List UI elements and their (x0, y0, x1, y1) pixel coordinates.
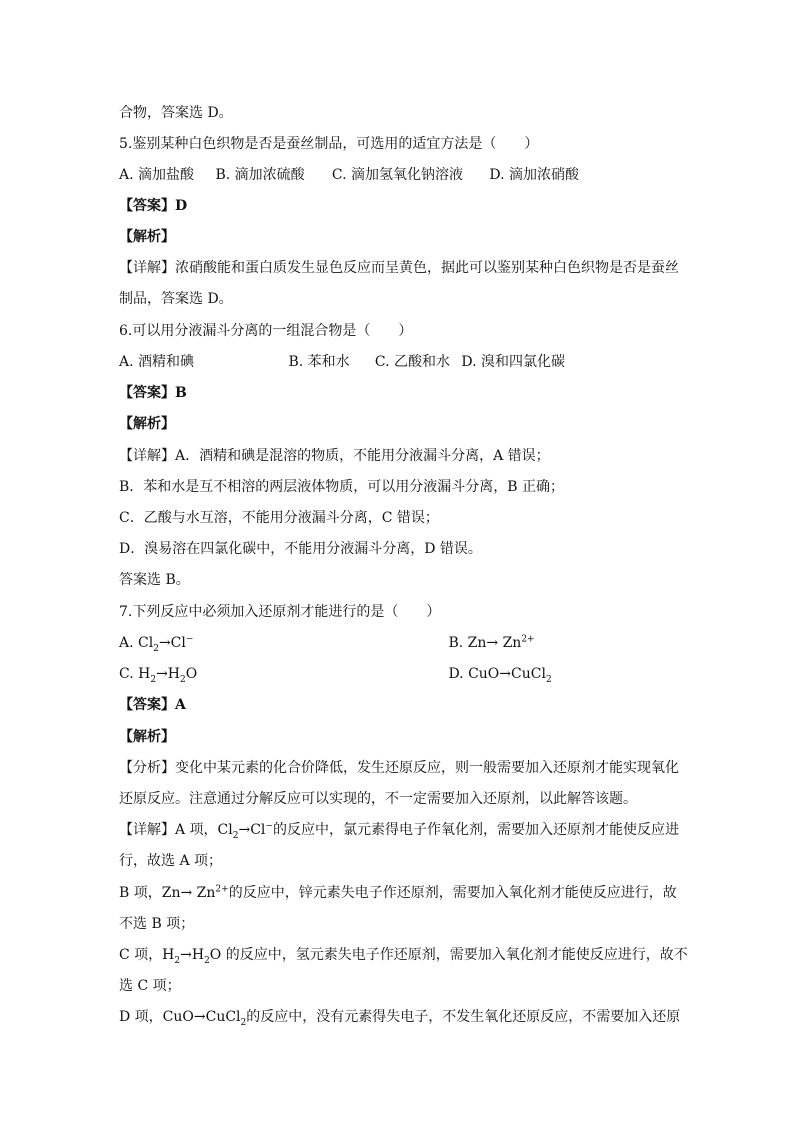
answer-label: 【答案】D (119, 198, 188, 214)
q7-options-row-2 (119, 665, 679, 683)
q6-option-a: A. 酒精和碘 (119, 354, 195, 370)
text-line: 【分析】变化中某元素的化合价降低，发生还原反应，则一般需要加入还原剂才能实现氧化 (119, 760, 679, 776)
text-line: 答案选 B。 (119, 572, 190, 588)
detail-d: D 项，CuO→CuCl$_2$的反应中，没有元素得失电子，不发生氧化还原反应，不需要加入还原 (119, 1009, 681, 1028)
q6-option-d: D. 溴和四氯化碳 (461, 354, 565, 370)
q5-option-c: C. 滴加氢氧化钠溶液 (331, 167, 464, 183)
detail-a: 【详解】A 项，$Cl_2\to Cl^-$的反应中，氯元素得电子作氧化剂，需要加入还原剂才能使反应进 (119, 821, 679, 841)
analysis-label: 【解析】 (119, 229, 175, 245)
question-6: 6.可以用分液漏斗分离的一组混合物是（ ） (119, 323, 413, 339)
text-line: 【详解】浓硝酸能和蛋白质发生显色反应而呈黄色，据此可以鉴别某种白色织物是否是蚕丝 (119, 260, 679, 276)
detail-b: B 项，$Zn\to Zn^{2+}$的反应中，锌元素失电子作还原剂，需要加入氧化剂才能使反应进行，故 (119, 884, 677, 901)
q5-options (119, 166, 679, 184)
q6-option-c: C. 乙酸和水 (374, 354, 451, 370)
q7-option-c: C. $H_2\to H_2O$ (119, 666, 198, 685)
text-line: 行，故选 A 项； (119, 853, 223, 869)
analysis-label: 【解析】 (119, 416, 175, 432)
question-7: 7.下列反应中必须加入还原剂才能进行的是（ ） (119, 604, 441, 620)
answer-label: 【答案】A (119, 697, 186, 713)
q6-option-b: B. 苯和水 (288, 354, 350, 370)
q5-option-b: B. 滴加浓硫酸 (215, 167, 305, 183)
q6-options (119, 353, 679, 371)
q7-option-a: A. $Cl_2\to Cl^-$ (119, 634, 194, 654)
detail-c: C 项，$H_2\to H_2O$ 的反应中，氢元素失电子作还原剂，需要加入氧化剂才能使反应进行，故不 (119, 947, 688, 966)
text-line: B．苯和水是互不相溶的两层液体物质，可以用分液漏斗分离，B 正确； (119, 479, 565, 495)
text-line: D．溴易溶在四氯化碳中，不能用分液漏斗分离，D 错误。 (119, 541, 482, 557)
text-line: 还原反应。注意通过分解反应可以实现的，不一定需要加入还原剂，以此解答该题。 (119, 791, 637, 807)
text-line: 【详解】A．酒精和碘是混溶的物质，不能用分液漏斗分离，A 错误； (119, 448, 550, 464)
text-line: 合物，答案选 D。 (119, 105, 233, 121)
analysis-label: 【解析】 (119, 729, 175, 745)
q7-options-row-1 (119, 634, 679, 652)
q5-option-a: A. 滴加盐酸 (119, 167, 195, 183)
q5-option-d: D. 滴加浓硝酸 (489, 167, 579, 183)
q7-option-d: D. CuO→CuCl$_2$ (448, 666, 552, 685)
text-line: 制品，答案选 D。 (119, 291, 233, 307)
text-line: C．乙酸与水互溶，不能用分液漏斗分离，C 错误； (119, 510, 439, 526)
question-5: 5.鉴别某种白色织物是否是蚕丝制品，可选用的适宜方法是（ ） (119, 136, 539, 152)
text-line: 不选 B 项； (119, 916, 195, 932)
text-line: 选 C 项； (119, 978, 181, 994)
q7-option-b: B. $Zn\to Zn^{2+}$ (448, 634, 535, 651)
answer-label: 【答案】B (119, 385, 187, 401)
